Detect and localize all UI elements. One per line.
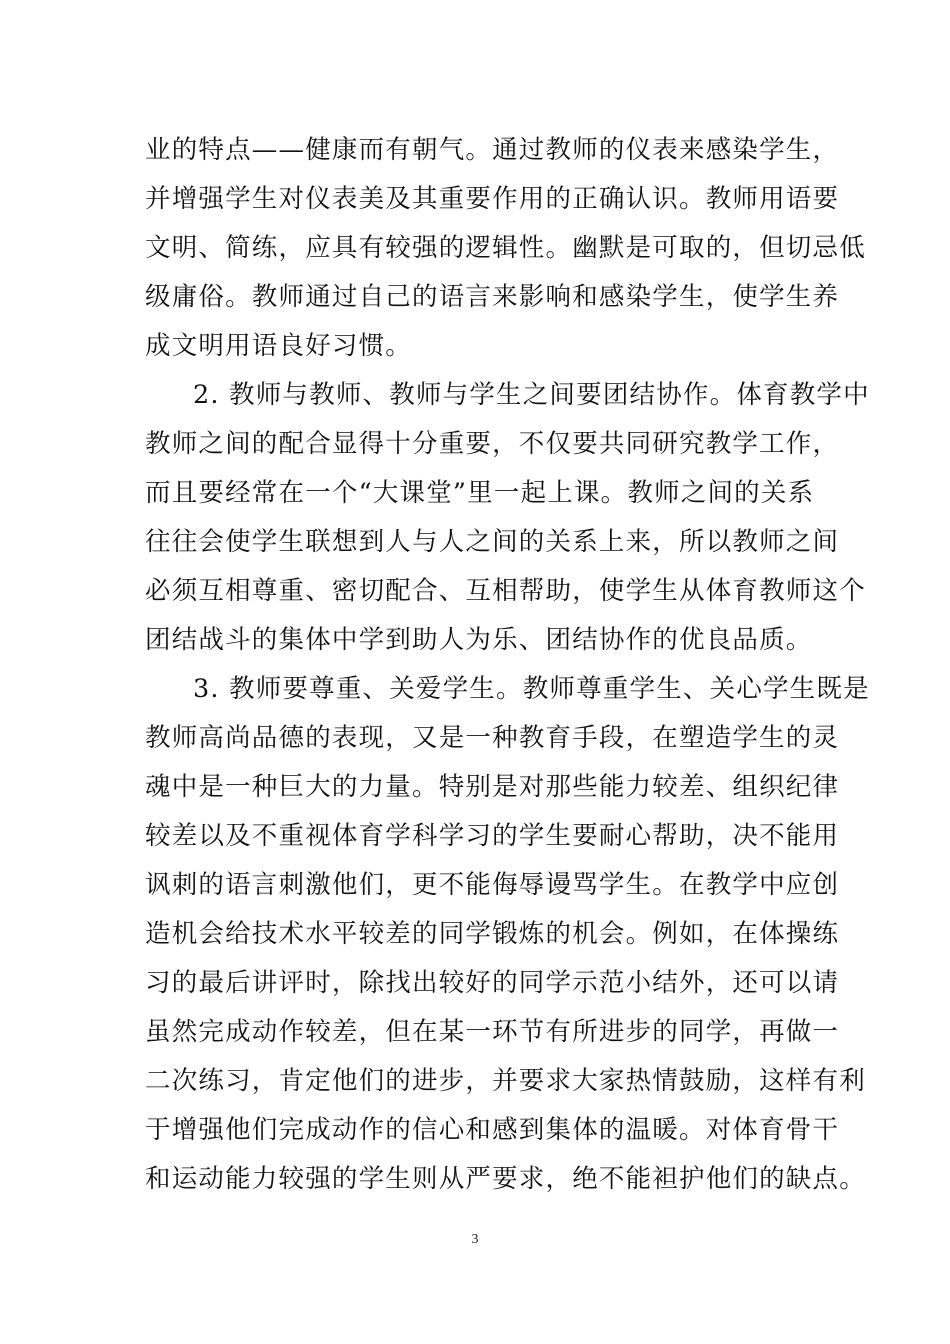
paragraph-3-first-line: 3. 教师要尊重、关爱学生。教师尊重学生、关心学生既是: [193, 674, 870, 704]
text-line: 业的特点——健康而有朝气。通过教师的仪表来感染学生，: [145, 135, 840, 165]
text-line: 魂中是一种巨大的力量。特别是对那些能力较差、组织纪律: [145, 772, 840, 802]
text-line: 文明、简练，应具有较强的逻辑性。幽默是可取的，但切忌低: [145, 233, 866, 263]
text-line: 和运动能力较强的学生则从严要求，绝不能袒护他们的缺点。: [145, 1164, 866, 1194]
text-line: 并增强学生对仪表美及其重要作用的正确认识。教师用语要: [145, 184, 840, 214]
text-line: 二次练习，肯定他们的进步，并要求大家热情鼓励，这样有利: [145, 1066, 866, 1096]
text-line: 造机会给技术水平较差的同学锻炼的机会。例如，在体操练: [145, 919, 840, 949]
text-line: 必须互相尊重、密切配合、互相帮助，使学生从体育教师这个: [145, 576, 866, 606]
text-line: 成文明用语良好习惯。: [145, 331, 413, 361]
text-line: 教师高尚品德的表现，又是一种教育手段，在塑造学生的灵: [145, 723, 840, 753]
text-line: 习的最后讲评时，除找出较好的同学示范小结外，还可以请: [145, 968, 840, 998]
text-line: 团结战斗的集体中学到助人为乐、团结协作的优良品质。: [145, 625, 813, 655]
text-line: 虽然完成动作较差，但在某一环节有所进步的同学，再做一: [145, 1017, 840, 1047]
text-line: 往往会使学生联想到人与人之间的关系上来，所以教师之间: [145, 527, 840, 557]
text-line: 于增强他们完成动作的信心和感到集体的温暖。对体育骨干: [145, 1115, 840, 1145]
page-number: 3: [471, 1232, 479, 1247]
text-line: 较差以及不重视体育学科学习的学生要耐心帮助，决不能用: [145, 821, 840, 851]
paragraph-2-first-line: 2. 教师与教师、教师与学生之间要团结协作。体育教学中: [193, 380, 870, 410]
text-line: 讽刺的语言刺激他们，更不能侮辱谩骂学生。在教学中应创: [145, 870, 840, 900]
text-line: 级庸俗。教师通过自己的语言来影响和感染学生，使学生养: [145, 282, 840, 312]
text-line: 教师之间的配合显得十分重要，不仅要共同研究教学工作，: [145, 429, 840, 459]
text-line: 而且要经常在一个“大课堂”里一起上课。教师之间的关系: [145, 478, 815, 508]
document-body: [145, 126, 870, 1204]
